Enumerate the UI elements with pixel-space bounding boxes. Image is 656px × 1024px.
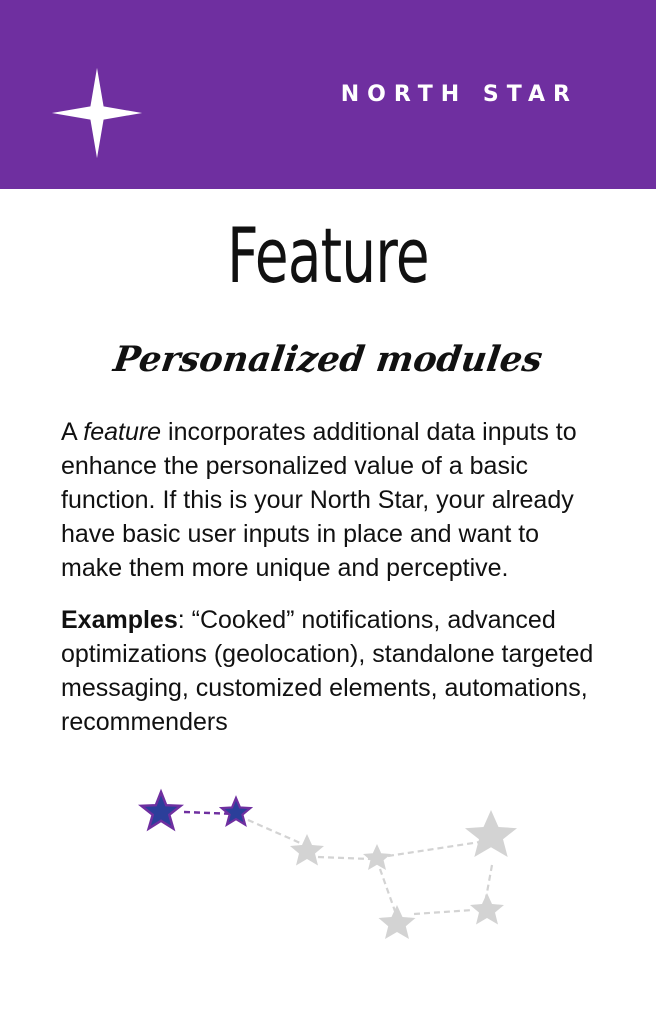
description-intro: A	[61, 418, 84, 446]
highlighted-star-small	[222, 798, 251, 825]
muted-star	[470, 893, 504, 925]
muted-star	[379, 905, 416, 939]
constellation-line	[414, 910, 473, 914]
constellation-line	[248, 820, 307, 846]
constellation-line	[388, 842, 480, 856]
examples-label: Examples	[61, 606, 178, 634]
card-subtitle: Personalized modules	[110, 339, 545, 380]
card-header	[0, 0, 656, 189]
card-category-label: NORTH STAR	[340, 82, 578, 107]
constellation-line	[380, 869, 396, 914]
description-paragraph	[61, 415, 606, 585]
muted-star	[363, 844, 391, 870]
four-point-star-icon	[50, 66, 144, 160]
muted-star	[290, 834, 324, 866]
constellation-line	[318, 857, 370, 859]
feature-emphasis: feature	[83, 418, 162, 446]
description-rest: incorporates additional data inputs to enhance the personalized value of a basic function. If this is your North Star, your already have basic user inputs in place and want to make them more unique and perceptive.	[61, 418, 577, 582]
highlighted-star-large	[141, 792, 180, 829]
constellation-icon	[130, 780, 550, 960]
card-body	[61, 415, 606, 739]
examples-text: : “Cooked” notifications, advanced optimizations (geolocation), standalone targeted messaging, customized elements, automations, recommenders	[61, 606, 594, 736]
constellation-line	[486, 865, 492, 898]
card-title: Feature	[227, 211, 429, 300]
muted-star	[465, 810, 517, 857]
constellation-lines	[184, 812, 492, 914]
examples-paragraph	[61, 603, 606, 739]
constellation-stars	[141, 792, 517, 939]
